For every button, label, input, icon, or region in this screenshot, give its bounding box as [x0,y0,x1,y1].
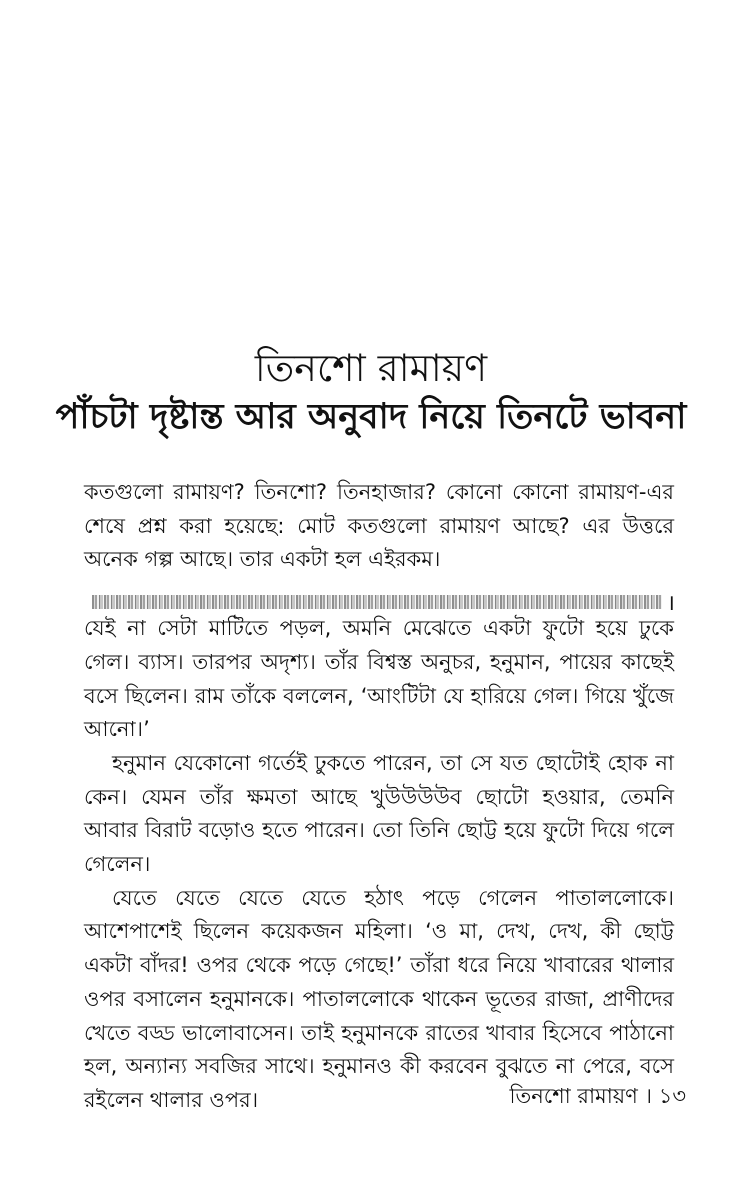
paragraph-intro: কতগুলো রামায়ণ? তিনশো? তিনহাজার? কোনো কোনো রামায়ণ-এর শেষে প্রশ্ন করা হয়েছে: মোট কতগুলো রামায়ণ আছে? এর উত্তরে অনেক গল্প আছে। তার একটা হল এইরকম। [84,480,674,572]
paragraph-underworld: যেতে যেতে যেতে যেতে হঠাৎ পড়ে গেলেন পাতাললোকে। আশেপাশেই ছিলেন কয়েকজন মহিলা। ‘ও মা, দেখ, দেখ, কী ছোট্ট একটা বাঁদর! ওপর থেকে পড়ে গেছে!’ তাঁরা ধরে নিয়ে খাবারের থালার ওপর বসালেন হনুমানকে। পাতাললোকে থাকেন ভূতের রাজা, প্রাণীদের খেতে বড্ড ভালোবাসেন। তাই হনুমানকে রাতের খাবার হিসেবে পাঠানো হল, অন্যান্য সবজির সাথে। হনুমানও কী করবেন বুঝতে না পেরে, বসে রইলেন থালার ওপর। [84,885,674,1112]
line-end-mark: । [666,591,675,616]
paragraph-ring: যেই না সেটা মাটিতে পড়ল, অমনি মেঝেতে একটা ফুটো হয়ে ঢুকে গেল। ব্যাস। তারপর অদৃশ্য। তাঁর বিশ্বস্ত অনুচর, হনুমান, পায়ের কাছেই বসে ছিলেন। রাম তাঁকে বললেন, ‘আংটিটা যে হারিয়ে গেল। গিয়ে খুঁজে আনো।’ [84,616,674,742]
running-footer: তিনশো রামায়ণ । ১৩ [509,1084,686,1108]
scan-noise [92,595,662,609]
paragraph-hanuman: হনুমান যেকোনো গর্তেই ঢুকতে পারেন, তা সে যত ছোটোই হোক না কেন। যেমন তাঁর ক্ষমতা আছে খুউউউউব ছোটো হওয়ার, তেমনি আবার বিরাট বড়োও হতে পারেন। তো তিনি ছোট্ট হয়ে ফুটো দিয়ে গলে গেলেন। [84,750,674,877]
chapter-title: তিনশো রামায়ণ [254,346,488,390]
chapter-heading [0,345,742,443]
chapter-subtitle: পাঁচটা দৃষ্টান্ত আর অনুবাদ নিয়ে তিনটে ভাবনা [55,396,687,437]
body-text [84,476,674,1118]
illegible-scan-line [92,591,675,615]
